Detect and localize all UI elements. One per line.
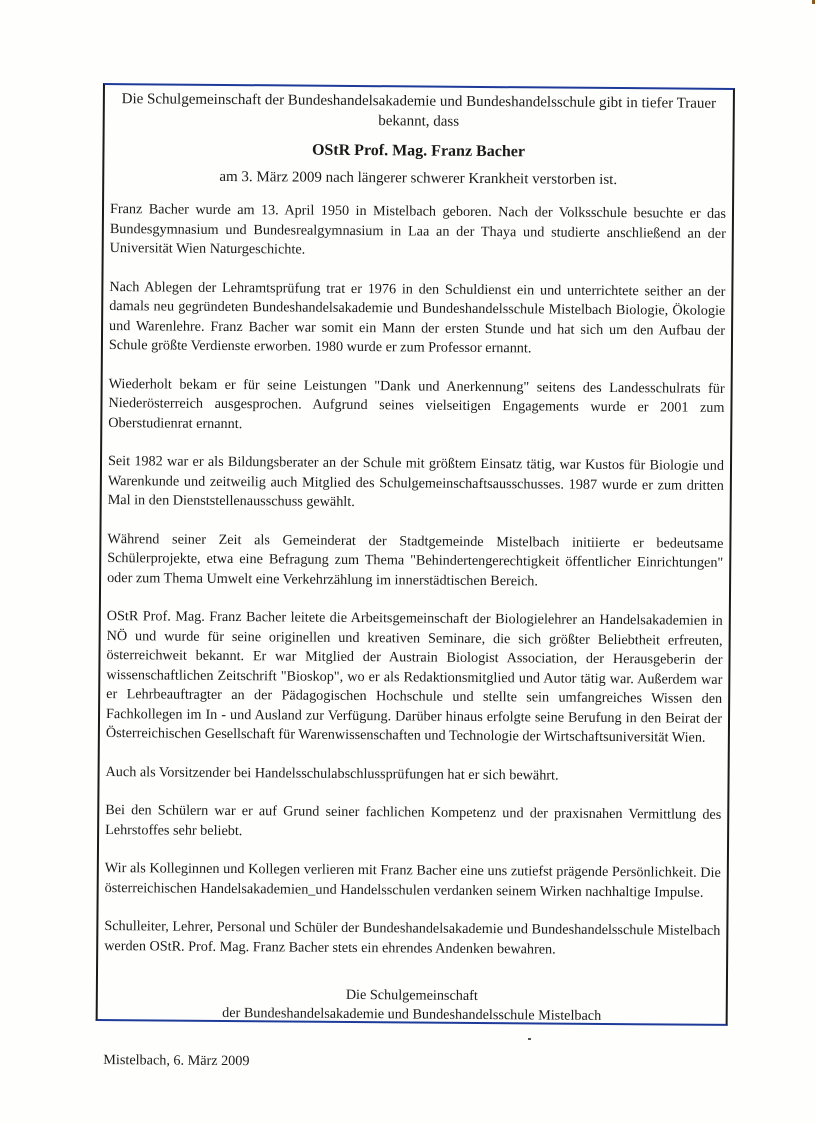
- paragraph-career: Nach Ablegen der Lehramtsprüfung trat er 1976 in den Schuldienst ein und unterrichtete seither an der damals neu gegründeten Bundeshandelsakademie und Bundeshandelsschule Mistelbach Biologie, Ökologie und Warenlehre. Franz Bacher war somit ein Mann der ersten Stunde und hat sich um den Aufbau der Schule größte Verdienste erworben. 1980 wurde er zum Professor ernannt.: [108, 278, 726, 357]
- death-notice: am 3. März 2009 nach längerer schwerer Krankheit verstorben ist.: [219, 168, 618, 188]
- paragraph-remembrance: Schulleiter, Lehrer, Personal und Schüler der Bundeshandelsakademie und Bundeshandelsschule Mistelbach werden OStR. Prof. Mag. Franz Bacher stets ein ehrendes Andenken bewahren.: [104, 918, 721, 958]
- obituary-frame: [96, 83, 735, 1070]
- paragraph-counselor: Seit 1982 war er als Bildungsberater an der Schule mit größtem Einsatz tätig, war Kustos für Biologie und Warenkunde und zeitweilig auch Mitglied des Schulgemeinschaftsausschusses. 1987 wurde er zum dritten Mal in den Dienststellenausschuss gewählt.: [107, 453, 725, 510]
- obituary-content: [103, 89, 727, 1075]
- paragraph-biology-work: OStR Prof. Mag. Franz Bacher leitete die Arbeitsgemeinschaft der Biologielehrer an Handelsakademien in NÖ und wurde für seine originellen und kreativen Seminare, die sich größter Beliebtheit erfreuten, österreichweit bekannt. Er war Mitglied der Austrain Biologist Association, der Herausgeberin der wissenschaftlichen Zeitschrift "Bioskop", wo er als Redaktionsmitglied und Autor tätig war. Außerdem war er Lehrbeauftragter an der Pädagogischen Hochschule und stellte sein umfangreiches Wissen den Fachkollegen im In - und Ausland zur Verfügung. Darüber hinaus erfolgte seine Berufung in den Beirat der Österreichischen Gesellschaft für Warenwissenschaften und Technologie der Wirtschaftsuniversität Wien.: [105, 608, 723, 746]
- paragraph-exams: Auch als Vorsitzender bei Handelsschulabschlussprüfungen hat er sich bewährt.: [105, 763, 559, 784]
- paragraph-recognition: Wiederholt bekam er für seine Leistungen "Dank und Anerkennung" seitens des Landesschulrats für Niederösterreich ausgesprochen. Aufgrund seines vielseitigen Engagements wurde er 2001 zum Oberstudienrat ernannt.: [108, 375, 725, 432]
- signature-block: [104, 984, 720, 1027]
- scan-edge-mark: [812, 0, 815, 4]
- scan-speck: [528, 1038, 531, 1040]
- announcement-intro: Die Schulgemeinschaft der Bundeshandelsakademie und Bundeshandelsschule gibt in tiefer Trauer bekannt, dass: [121, 91, 717, 130]
- paragraph-municipal: Während seiner Zeit als Gemeinderat der Stadtgemeinde Mistelbach initiierte er bedeutsame Schülerprojekte, etwa eine Befragung zum Thema "Behindertengerechtigkeit öffentlicher Einrichtungen" oder zum Thema Umwelt eine Verkehrzählung im innerstädtischen Bereich.: [107, 530, 724, 589]
- deceased-name: OStR Prof. Mag. Franz Bacher: [311, 141, 526, 161]
- paragraph-biography: Franz Bacher wurde am 13. April 1950 in Mistelbach geboren. Nach der Volksschule besuchte er das Bundesgymnasium und Bundesrealgymnasium in Laa an der Thaya und studierte anschließend an der Universität Wien Naturgeschichte.: [109, 201, 727, 258]
- signature-line-1: Die Schulgemeinschaft: [345, 986, 478, 1004]
- paragraph-colleagues: Wir als Kolleginnen und Kollegen verlieren mit Franz Bacher eine uns zutiefst prägende Persönlichkeit. Die österreichischen Handelsakademien_und Handelsschulen verdanken seinem Wirken nachhaltige Impulse.: [104, 860, 721, 901]
- signature-line-2: der Bundeshandelsakademie und Bundeshandelsschule Mistelbach: [222, 1004, 602, 1024]
- paragraph-students: Bei den Schülern war er auf Grund seiner fachlichen Kompetenz und der praxisnahen Vermittlung des Lehrstoffes sehr beliebt.: [105, 802, 722, 839]
- place-date: Mistelbach, 6. März 2009: [103, 1052, 250, 1070]
